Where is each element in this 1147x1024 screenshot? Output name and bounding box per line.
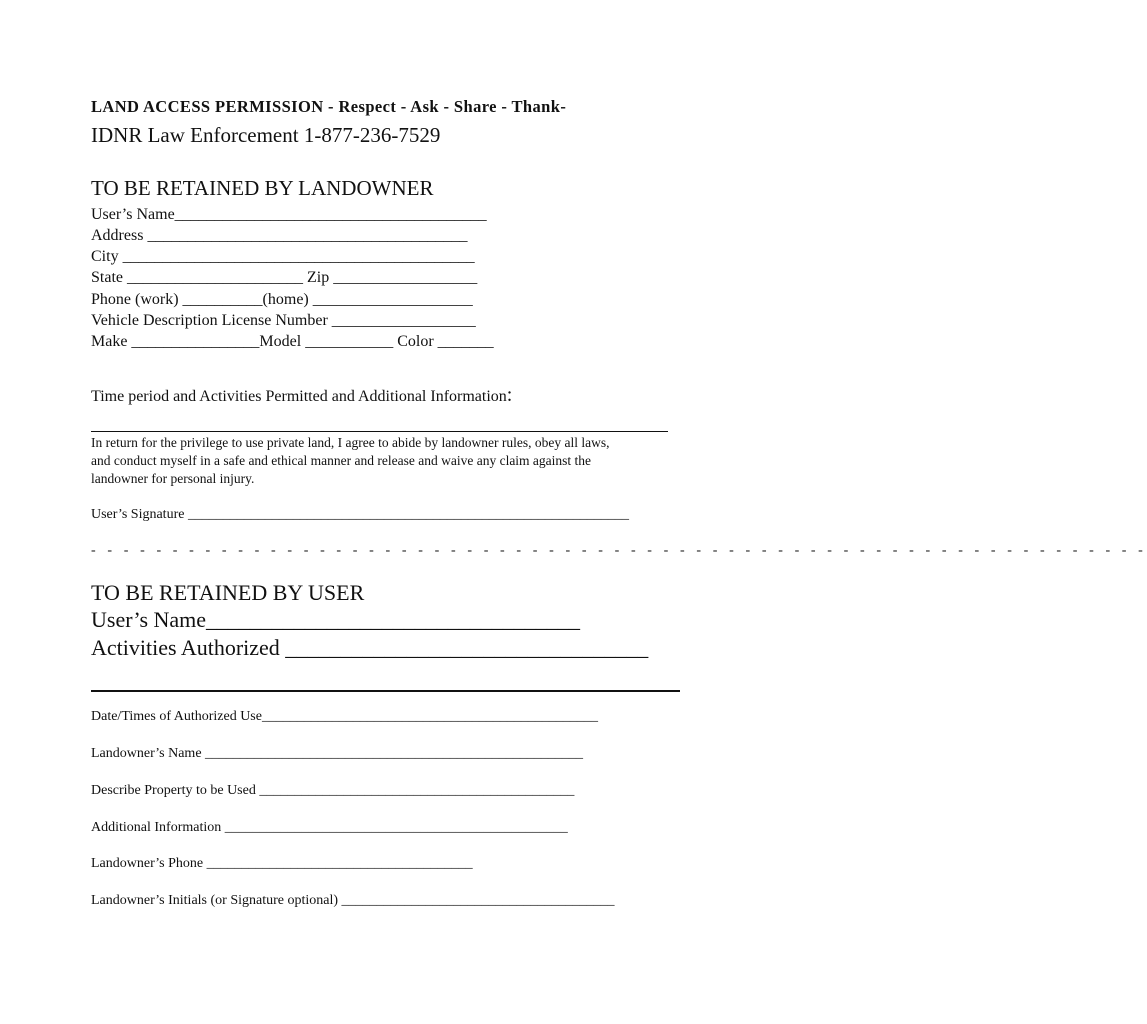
landowner-name-field[interactable]: Landowner’s Name ______________________________________________________: [91, 746, 584, 761]
describe-property-field[interactable]: Describe Property to be Used _____________________________________________: [91, 783, 575, 798]
phone-field[interactable]: Phone (work) __________(home) ____________________: [91, 291, 473, 308]
agreement-line-2: and conduct myself in a safe and ethical manner and release and waive any claim against the: [91, 453, 592, 468]
date-times-field[interactable]: Date/Times of Authorized Use________________________________________________: [91, 709, 598, 724]
activities-authorized-field[interactable]: Activities Authorized _________________________________: [91, 635, 649, 660]
users-signature-field[interactable]: User’s Signature _______________________________________________________________: [91, 507, 629, 522]
agreement-line-3: landowner for personal injury.: [91, 471, 255, 486]
additional-info-field[interactable]: Additional Information _________________________________________________: [91, 820, 568, 835]
time-period-colon: :: [506, 384, 513, 406]
form-title: LAND ACCESS PERMISSION - Respect - Ask - Share - Thank-: [91, 97, 567, 116]
time-period-text: Time period and Activities Permitted and Additional Information: [91, 388, 507, 405]
time-period-field[interactable]: [91, 413, 668, 432]
activities-authorized-extra-line[interactable]: [91, 670, 680, 692]
cut-line: - - - - - - - - - - - - - - - - - - - - - - - - - - - - - - - - - - - - - - - - - - - - - - - - - - - - - - - - - - - - - - - - -: [91, 543, 1147, 558]
agreement-line-1: In return for the privilege to use private land, I agree to abide by landowner rules, obey all laws,: [91, 435, 610, 450]
vehicle-license-field[interactable]: Vehicle Description License Number __________________: [91, 312, 476, 329]
landowner-copy-heading: TO BE RETAINED BY LANDOWNER: [91, 176, 434, 200]
state-zip-field[interactable]: State ______________________ Zip __________________: [91, 269, 478, 286]
user-copy-name-field[interactable]: User’s Name__________________________________: [91, 607, 581, 632]
agency-phone: IDNR Law Enforcement 1-877-236-7529: [91, 123, 441, 147]
time-period-label: [91, 385, 512, 407]
address-field[interactable]: Address ________________________________________: [91, 227, 468, 244]
make-model-color-field[interactable]: Make ________________Model ___________ Color _______: [91, 333, 494, 350]
landowner-initials-field[interactable]: Landowner’s Initials (or Signature optional) _______________________________________: [91, 893, 615, 908]
user-copy-heading: TO BE RETAINED BY USER: [91, 580, 365, 605]
landowner-phone-field[interactable]: Landowner’s Phone ______________________________________: [91, 856, 473, 871]
users-name-field[interactable]: User’s Name_______________________________________: [91, 206, 487, 223]
city-field[interactable]: City ____________________________________________: [91, 248, 475, 265]
